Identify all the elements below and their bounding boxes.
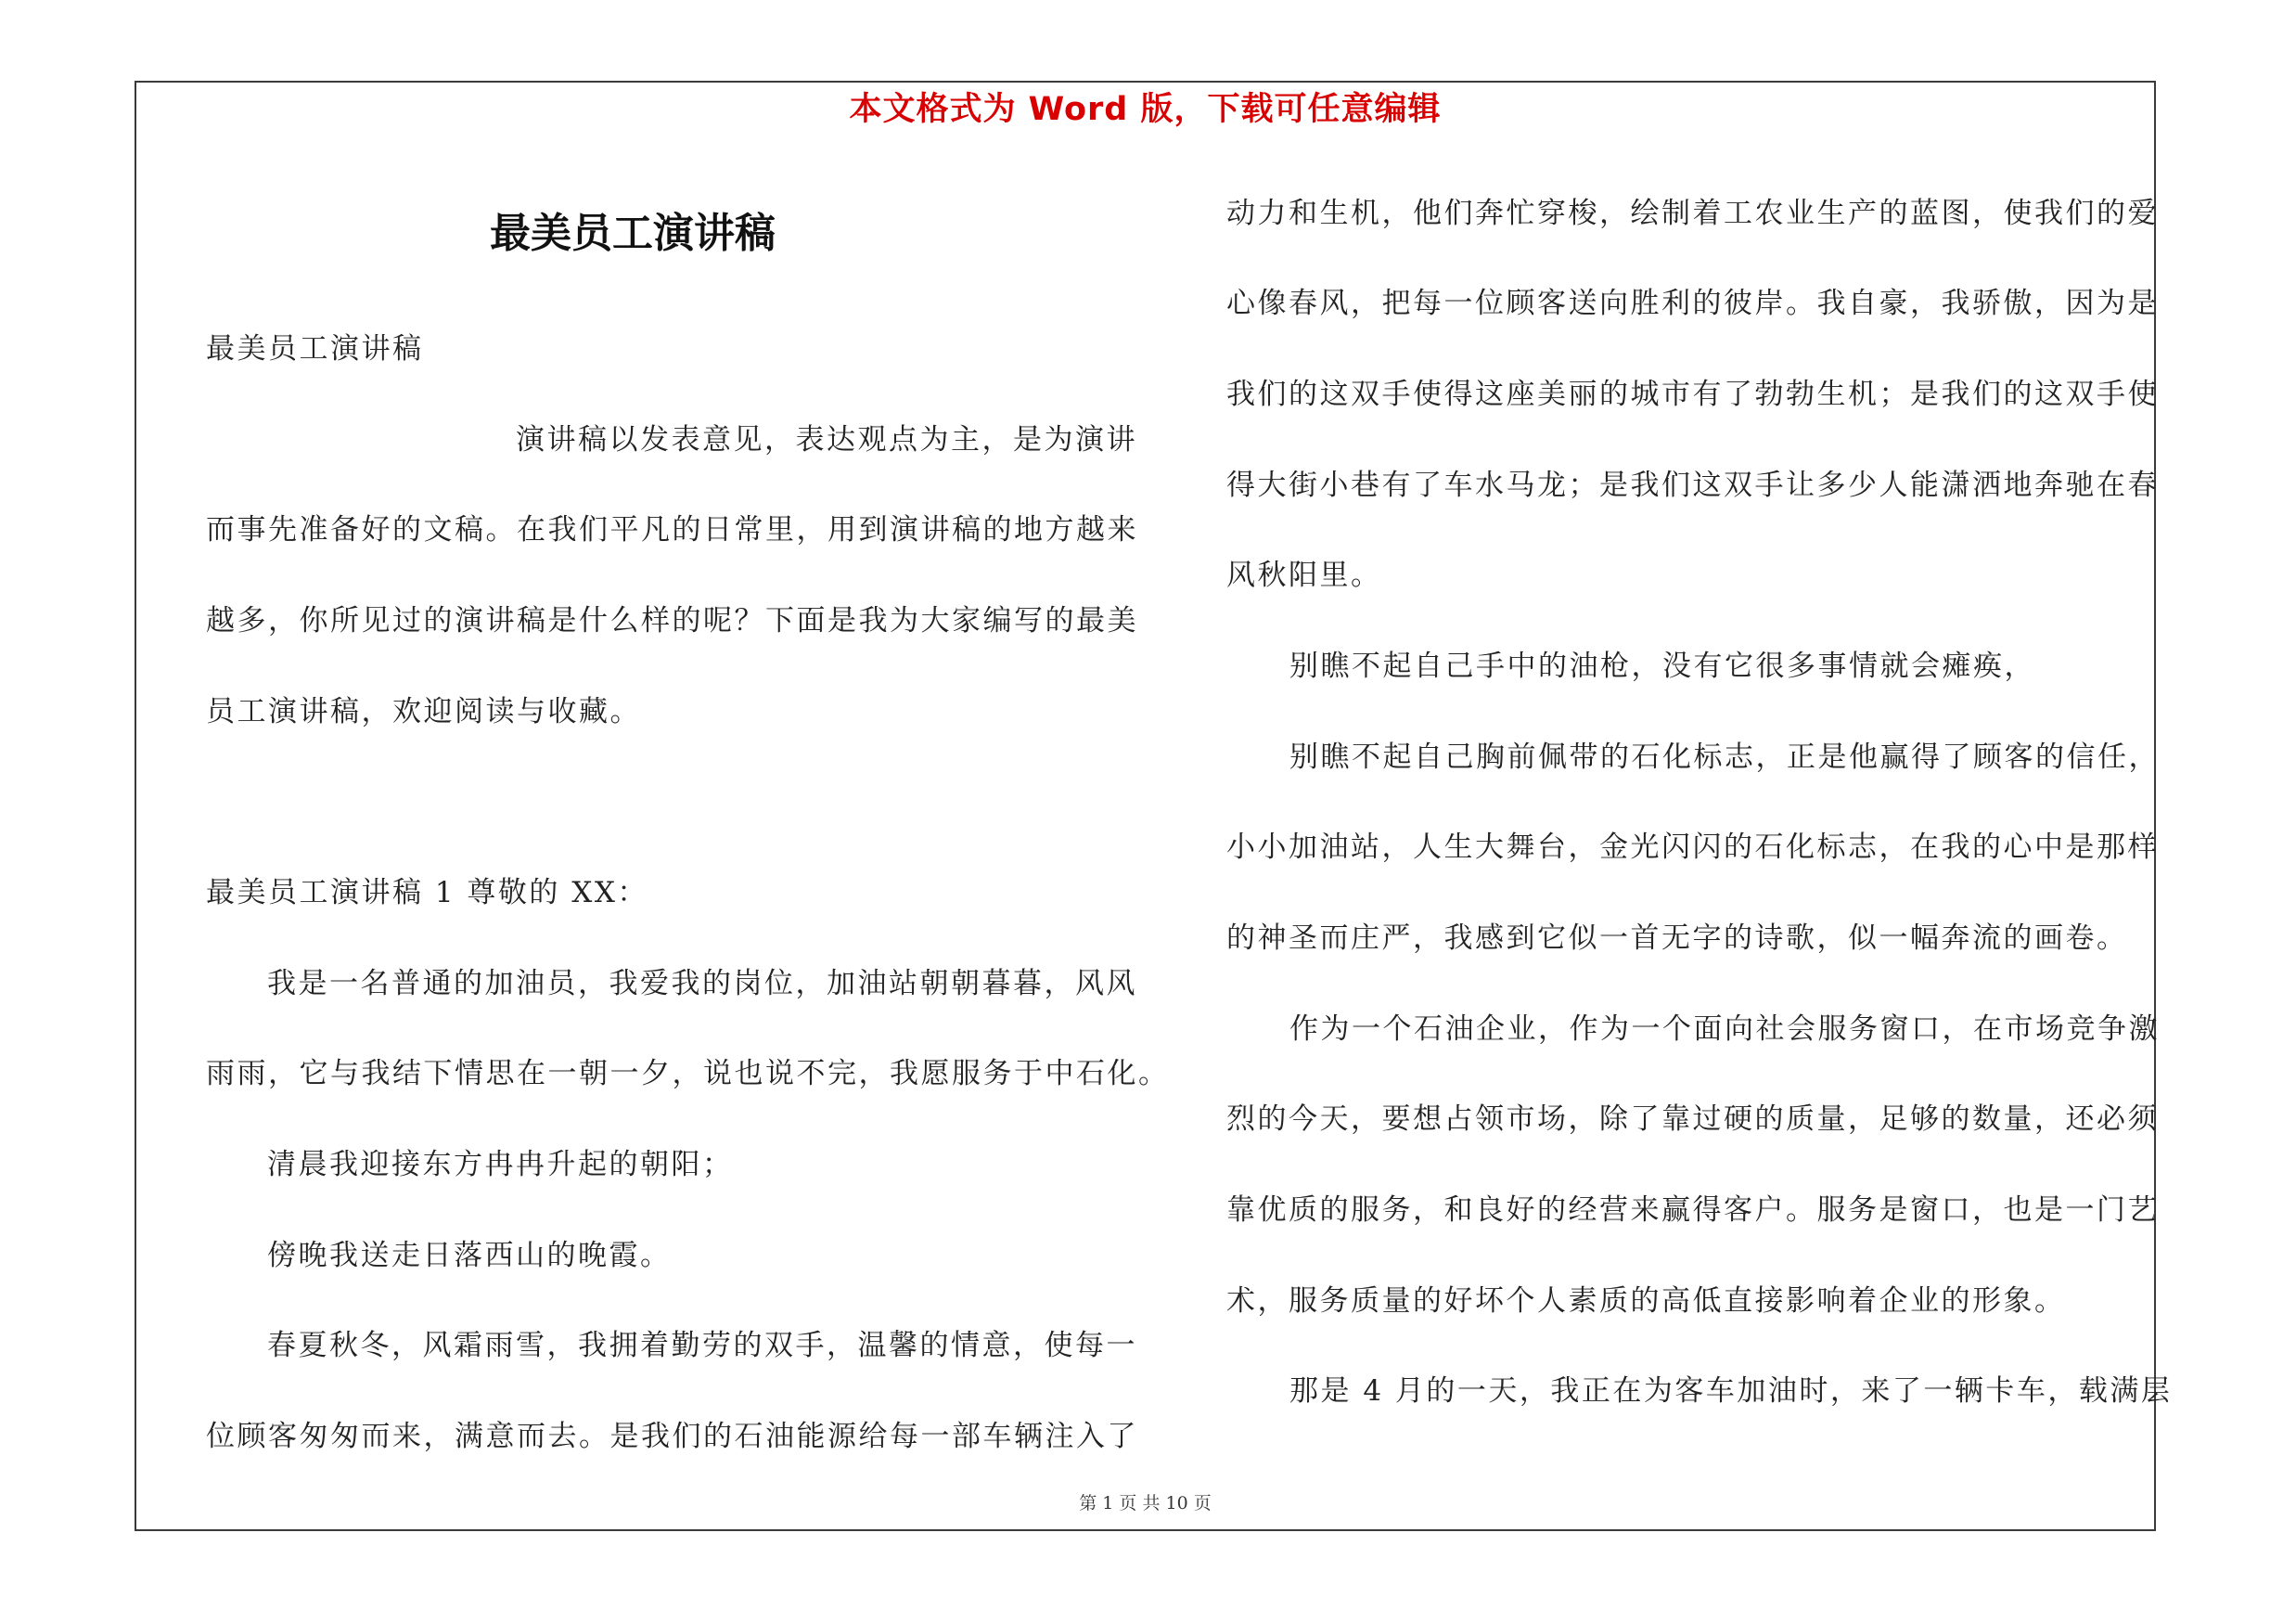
paragraph-line: 最美员工演讲稿 [206, 332, 424, 366]
paragraph-line: 雨雨，它与我结下情思在一朝一夕，说也说不完，我愿服务于中石化。 [206, 1057, 1170, 1090]
page-number-footer: 第 1 页 共 10 页 [1079, 1493, 1212, 1514]
paragraph-line: 风秋阳里。 [1226, 559, 1382, 592]
paragraph-line: 靠优质的服务，和良好的经营来赢得客户。服务是窗口，也是一门艺 [1226, 1193, 2159, 1227]
format-notice-banner: 本文格式为 Word 版，下载可任意编辑 [849, 91, 1442, 128]
paragraph-line: 最美员工演讲稿 1 尊敬的 XX： [206, 876, 648, 909]
paragraph-line: 动力和生机，他们奔忙穿梭，绘制着工农业生产的蓝图，使我们的爱 [1226, 197, 2159, 230]
paragraph-line: 我是一名普通的加油员，我爱我的岗位，加油站朝朝暮暮，风风 [267, 967, 1137, 1000]
paragraph-line: 而事先准备好的文稿。在我们平凡的日常里，用到演讲稿的地方越来 [206, 513, 1138, 547]
paragraph-line: 小小加油站，人生大舞台，金光闪闪的石化标志，在我的心中是那样 [1226, 831, 2159, 864]
paragraph-line: 作为一个石油企业，作为一个面向社会服务窗口，在市场竞争激 [1289, 1012, 2160, 1046]
paragraph-line: 心像春风，把每一位顾客送向胜利的彼岸。我自豪，我骄傲，因为是 [1226, 287, 2159, 320]
paragraph-line: 位顾客匆匆而来，满意而去。是我们的石油能源给每一部车辆注入了 [206, 1420, 1138, 1453]
paragraph-line: 别瞧不起自己手中的油枪，没有它很多事情就会瘫痪， [1289, 650, 2035, 683]
paragraph-line: 得大街小巷有了车水马龙；是我们这双手让多少人能潇洒地奔驰在春 [1226, 469, 2159, 502]
paragraph-line: 术，服务质量的好坏个人素质的高低直接影响着企业的形象。 [1226, 1284, 2066, 1318]
paragraph-line: 那是 4 月的一天，我正在为客车加油时，来了一辆卡车，载满层 [1289, 1374, 2173, 1408]
document-title: 最美员工演讲稿 [490, 210, 776, 257]
paragraph-line: 清晨我迎接东方冉冉升起的朝阳； [267, 1148, 734, 1181]
paragraph-line: 越多，你所见过的演讲稿是什么样的呢？下面是我为大家编写的最美 [206, 604, 1138, 638]
paragraph-line: 演讲稿以发表意见，表达观点为主，是为演讲 [516, 423, 1137, 457]
paragraph-line: 傍晚我送走日落西山的晚霞。 [267, 1239, 672, 1272]
paragraph-line: 员工演讲稿，欢迎阅读与收藏。 [206, 695, 641, 728]
paragraph-line: 我们的这双手使得这座美丽的城市有了勃勃生机；是我们的这双手使 [1226, 378, 2159, 411]
paragraph-line: 春夏秋冬，风霜雨雪，我拥着勤劳的双手，温馨的情意，使每一 [267, 1329, 1137, 1362]
paragraph-line: 别瞧不起自己胸前佩带的石化标志，正是他赢得了顾客的信任， [1289, 741, 2160, 774]
paragraph-line: 烈的今天，要想占领市场，除了靠过硬的质量，足够的数量，还必须 [1226, 1102, 2159, 1136]
paragraph-line: 的神圣而庄严，我感到它似一首无字的诗歌，似一幅奔流的画卷。 [1226, 921, 2128, 955]
